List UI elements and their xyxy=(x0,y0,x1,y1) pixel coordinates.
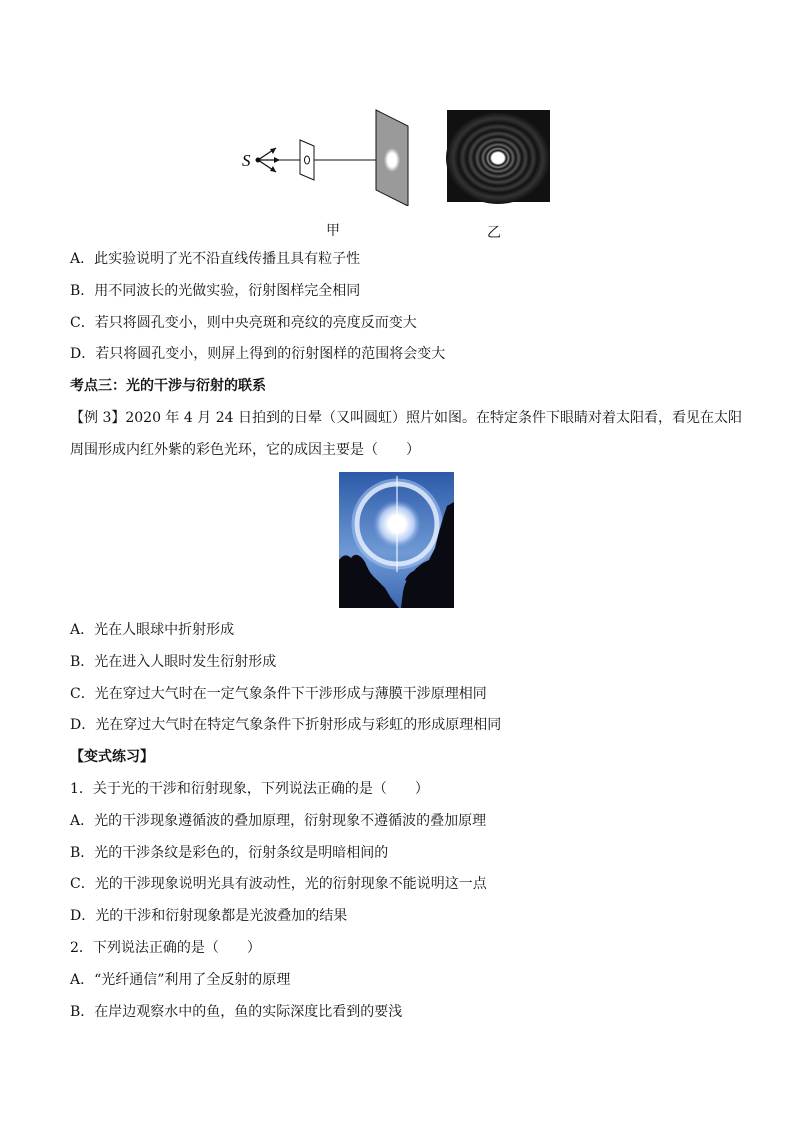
example3-stem-line2: 周围形成内红外紫的彩色光环，它的成因主要是（ ） xyxy=(70,442,420,458)
practice2-option-b: B．在岸边观察水中的鱼，鱼的实际深度比看到的要浅 xyxy=(70,1004,403,1020)
sun-halo-photo xyxy=(339,472,454,608)
practice2-option-a: A．“光纤通信”利用了全反射的原理 xyxy=(70,972,291,988)
example3-option-c: C．光在穿过大气时在一定气象条件下干涉形成与薄膜干涉原理相同 xyxy=(70,686,487,702)
option-b: B．用不同波长的光做实验，衍射图样完全相同 xyxy=(70,283,361,299)
option-c: C．若只将圆孔变小，则中央亮斑和亮纹的亮度反而变大 xyxy=(70,315,417,331)
option-a: A．此实验说明了光不沿直线传播且具有粒子性 xyxy=(70,251,361,267)
practice-title: 【变式练习】 xyxy=(70,749,154,765)
diffraction-diagram xyxy=(238,106,558,206)
practice1-option-b: B．光的干涉条纹是彩色的，衍射条纹是明暗相间的 xyxy=(70,845,389,861)
practice1-option-a: A．光的干涉现象遵循波的叠加原理，衍射现象不遵循波的叠加原理 xyxy=(70,813,487,829)
example3-option-b: B．光在进入人眼时发生衍射形成 xyxy=(70,654,277,670)
practice1-option-d: D．光的干涉和衍射现象都是光波叠加的结果 xyxy=(70,908,348,924)
section-title: 考点三：光的干涉与衍射的联系 xyxy=(70,378,266,394)
source-label: S xyxy=(242,151,251,170)
figure-caption-yi: 乙 xyxy=(487,225,501,241)
example3-stem-line1: 【例 3】2020 年 4 月 24 日拍到的日晕（又叫圆虹）照片如图。在特定条件下眼睛对着太阳看，看见在太阳 xyxy=(70,410,742,426)
practice1-option-c: C．光的干涉现象说明光具有波动性，光的衍射现象不能说明这一点 xyxy=(70,876,487,892)
example3-option-d: D．光在穿过大气时在特定气象条件下折射形成与彩虹的形成原理相同 xyxy=(70,717,502,733)
practice2-stem: 2．下列说法正确的是（ ） xyxy=(70,940,261,956)
option-d: D．若只将圆孔变小，则屏上得到的衍射图样的范围将会变大 xyxy=(70,346,446,362)
practice1-stem: 1．关于光的干涉和衍射现象，下列说法正确的是（ ） xyxy=(70,781,429,797)
example3-option-a: A．光在人眼球中折射形成 xyxy=(70,622,235,638)
figure-caption-jia: 甲 xyxy=(326,223,340,239)
